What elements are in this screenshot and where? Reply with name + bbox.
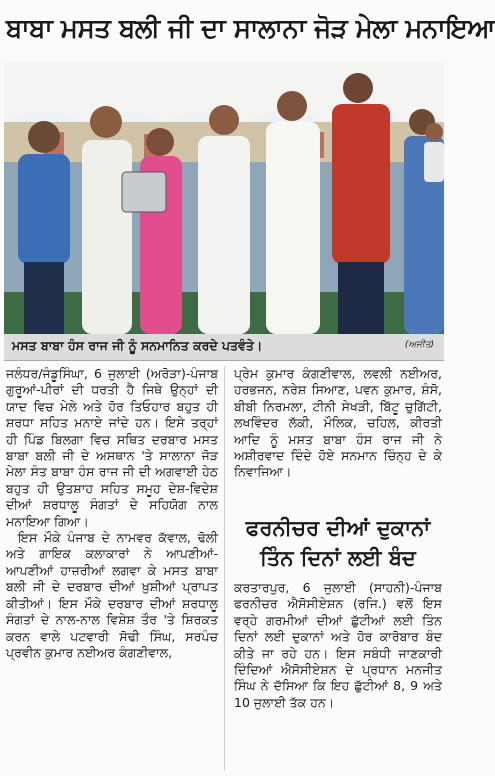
photo-caption: ਮਸਤ ਬਾਬਾ ਹੰਸ ਰਾਜ ਜੀ ਨੂੰ ਸਨਮਾਨਿਤ ਕਰਦੇ ਪਤਵੰਤੇ।	[12, 338, 263, 353]
article-paragraph: ਪ੍ਰੇਮ ਕੁਮਾਰ ਕੰਗਣੀਵਾਲ, ਲਵਲੀ ਨਈਅਰ, ਹਰਭਜਨ, ਨਰੇਸ਼ ਸਿਆਣ, ਪਵਨ ਕੁਮਾਰ, ਸ਼ੰਸੋ, ਬੀਬੀ ਨਿਰਮਲਾ, ਟੀਨੀ ਸੇਖੜੀ, ਬਿੱਟੂ ਚੁਗਿੱਟੀ, ਲਖਵਿੰਦਰ ਲੱਕੀ, ਮੌਲਿਕ, ਚਹਿਲ, ਕੀਰਤੀ ਆਦਿ ਨੂੰ ਮਸਤ ਬਾਬਾ ਹੰਸ ਰਾਜ ਜੀ ਨੇ ਅਸ਼ੀਰਵਾਦ ਦਿੰਦੇ ਹੋਏ ਸਨਮਾਨ ਚਿੰਨ੍ਹ ਦੇ ਕੇ ਨਿਵਾਜਿਆ।	[234, 366, 442, 480]
news-photo	[4, 62, 444, 334]
furniture-article-body	[234, 580, 442, 711]
photo-credit: (ਅਜੀਤ)	[404, 340, 434, 350]
furniture-headline-line1: ਫਰਨੀਚਰ ਦੀਆਂ ਦੁਕਾਨਾਂ	[245, 515, 431, 540]
article-right-column	[234, 366, 442, 481]
article-paragraph: ਕਰਤਾਰਪੁਰ, 6 ਜੁਲਾਈ (ਸਾਹਨੀ)-ਪੰਜਾਬ ਫਰਨੀਚਰ ਐਸੋਸੀਏਸ਼ਨ (ਰਜਿ.) ਵਲੋਂ ਇਸ ਵਰ੍ਹੇ ਗਰਮੀਆਂ ਦੀਆਂ ਛੁੱਟੀਆਂ ਲਈ ਤਿੰਨ ਦਿਨਾਂ ਲਈ ਦੁਕਾਨਾਂ ਅਤੇ ਹੋਰ ਕਾਰੋਬਾਰ ਬੰਦ ਕੀਤੇ ਜਾ ਰਹੇ ਹਨ। ਇਸ ਸਬੰਧੀ ਜਾਣਕਾਰੀ ਦਿੰਦਿਆਂ ਐਸੋਸੀਏਸ਼ਨ ਦੇ ਪ੍ਰਧਾਨ ਮਨਜੀਤ ਸਿੰਘ ਨੇ ਦੱਸਿਆ ਕਿ ਇਹ ਛੁੱਟੀਆਂ 8, 9 ਅਤੇ 10 ਜੁਲਾਈ ਤੱਕ ਹਨ।	[234, 580, 442, 710]
article-paragraph: ਜਲੰਧਰ/ਜੰਡੂਸਿੰਘਾ, 6 ਜੁਲਾਈ (ਅਰੋੜਾ)-ਪੰਜਾਬ ਗੁਰੂਆਂ-ਪੀਰਾਂ ਦੀ ਧਰਤੀ ਹੈ ਜਿਥੇ ਉਨ੍ਹਾਂ ਦੀ ਯਾਦ ਵਿਚ ਮੇਲੇ ਅਤੇ ਹੋਰ ਤਿਓਹਾਰ ਬਹੁਤ ਹੀ ਸ਼ਰਧਾ ਸਹਿਤ ਮਨਾਏ ਜਾਂਦੇ ਹਨ। ਇਸੇ ਤਰ੍ਹਾਂ ਹੀ ਪਿੰਡ ਬਿਲਗਾ ਵਿਚ ਸਥਿਤ ਦਰਬਾਰ ਮਸਤ ਬਾਬਾ ਬਲੀ ਜੀ ਦੇ ਅਸਥਾਨ 'ਤੇ ਸਾਲਾਨਾ ਜੋੜ ਮੇਲਾ ਸੰਤ ਬਾਬਾ ਹੰਸ ਰਾਜ ਜੀ ਦੀ ਅਗਵਾਈ ਹੇਠ ਬਹੁਤ ਹੀ ਉਤਸ਼ਾਹ ਸਹਿਤ ਸਮੂਹ ਦੇਸ਼-ਵਿਦੇਸ਼ ਦੀਆਂ ਸ਼ਰਧਾਲੂ ਸੰਗਤਾਂ ਦੇ ਸਹਿਯੋਗ ਨਾਲ ਮਨਾਇਆ ਗਿਆ।	[6, 366, 218, 529]
photo-caption-bar	[4, 334, 444, 361]
article-left-column	[6, 366, 218, 661]
column-divider	[224, 366, 225, 771]
furniture-headline-line2: ਤਿੰਨ ਦਿਨਾਂ ਲਈ ਬੰਦ	[260, 545, 416, 570]
group-photo-illustration	[4, 62, 444, 334]
article-headline: ਬਾਬਾ ਮਸਤ ਬਲੀ ਜੀ ਦਾ ਸਾਲਾਨਾ ਜੋੜ ਮੇਲਾ ਮਨਾਇਆ	[6, 14, 495, 44]
article-paragraph: ਇਸ ਮੌਕੇ ਪੰਜਾਬ ਦੇ ਨਾਮਵਰ ਕੱਵਾਲ, ਢੋਲੀ ਅਤੇ ਗਾਇਕ ਕਲਾਕਾਰਾਂ ਨੇ ਆਪਣੀਆਂ-ਆਪਣੀਆਂ ਹਾਜ਼ਰੀਆਂ ਲਗਵਾ ਕੇ ਮਸਤ ਬਾਬਾ ਬਲੀ ਜੀ ਦੇ ਦਰਬਾਰ ਦੀਆਂ ਖ਼ੁਸ਼ੀਆਂ ਪ੍ਰਾਪਤ ਕੀਤੀਆਂ। ਇਸ ਮੌਕੇ ਦਰਬਾਰ ਦੀਆਂ ਸ਼ਰਧਾਲੂ ਸੰਗਤਾਂ ਦੇ ਨਾਲ-ਨਾਲ ਵਿਸ਼ੇਸ਼ ਤੌਰ 'ਤੇ ਸ਼ਿਰਕਤ ਕਰਨ ਵਾਲੇ ਪਟਵਾਰੀ ਸੋਢੀ ਸਿੰਘ, ਸਰਪੰਚ ਪ੍ਰਵੀਨ ਕੁਮਾਰ ਨਈਅਰ ਕੰਗਣੀਵਾਲ,	[6, 530, 218, 660]
